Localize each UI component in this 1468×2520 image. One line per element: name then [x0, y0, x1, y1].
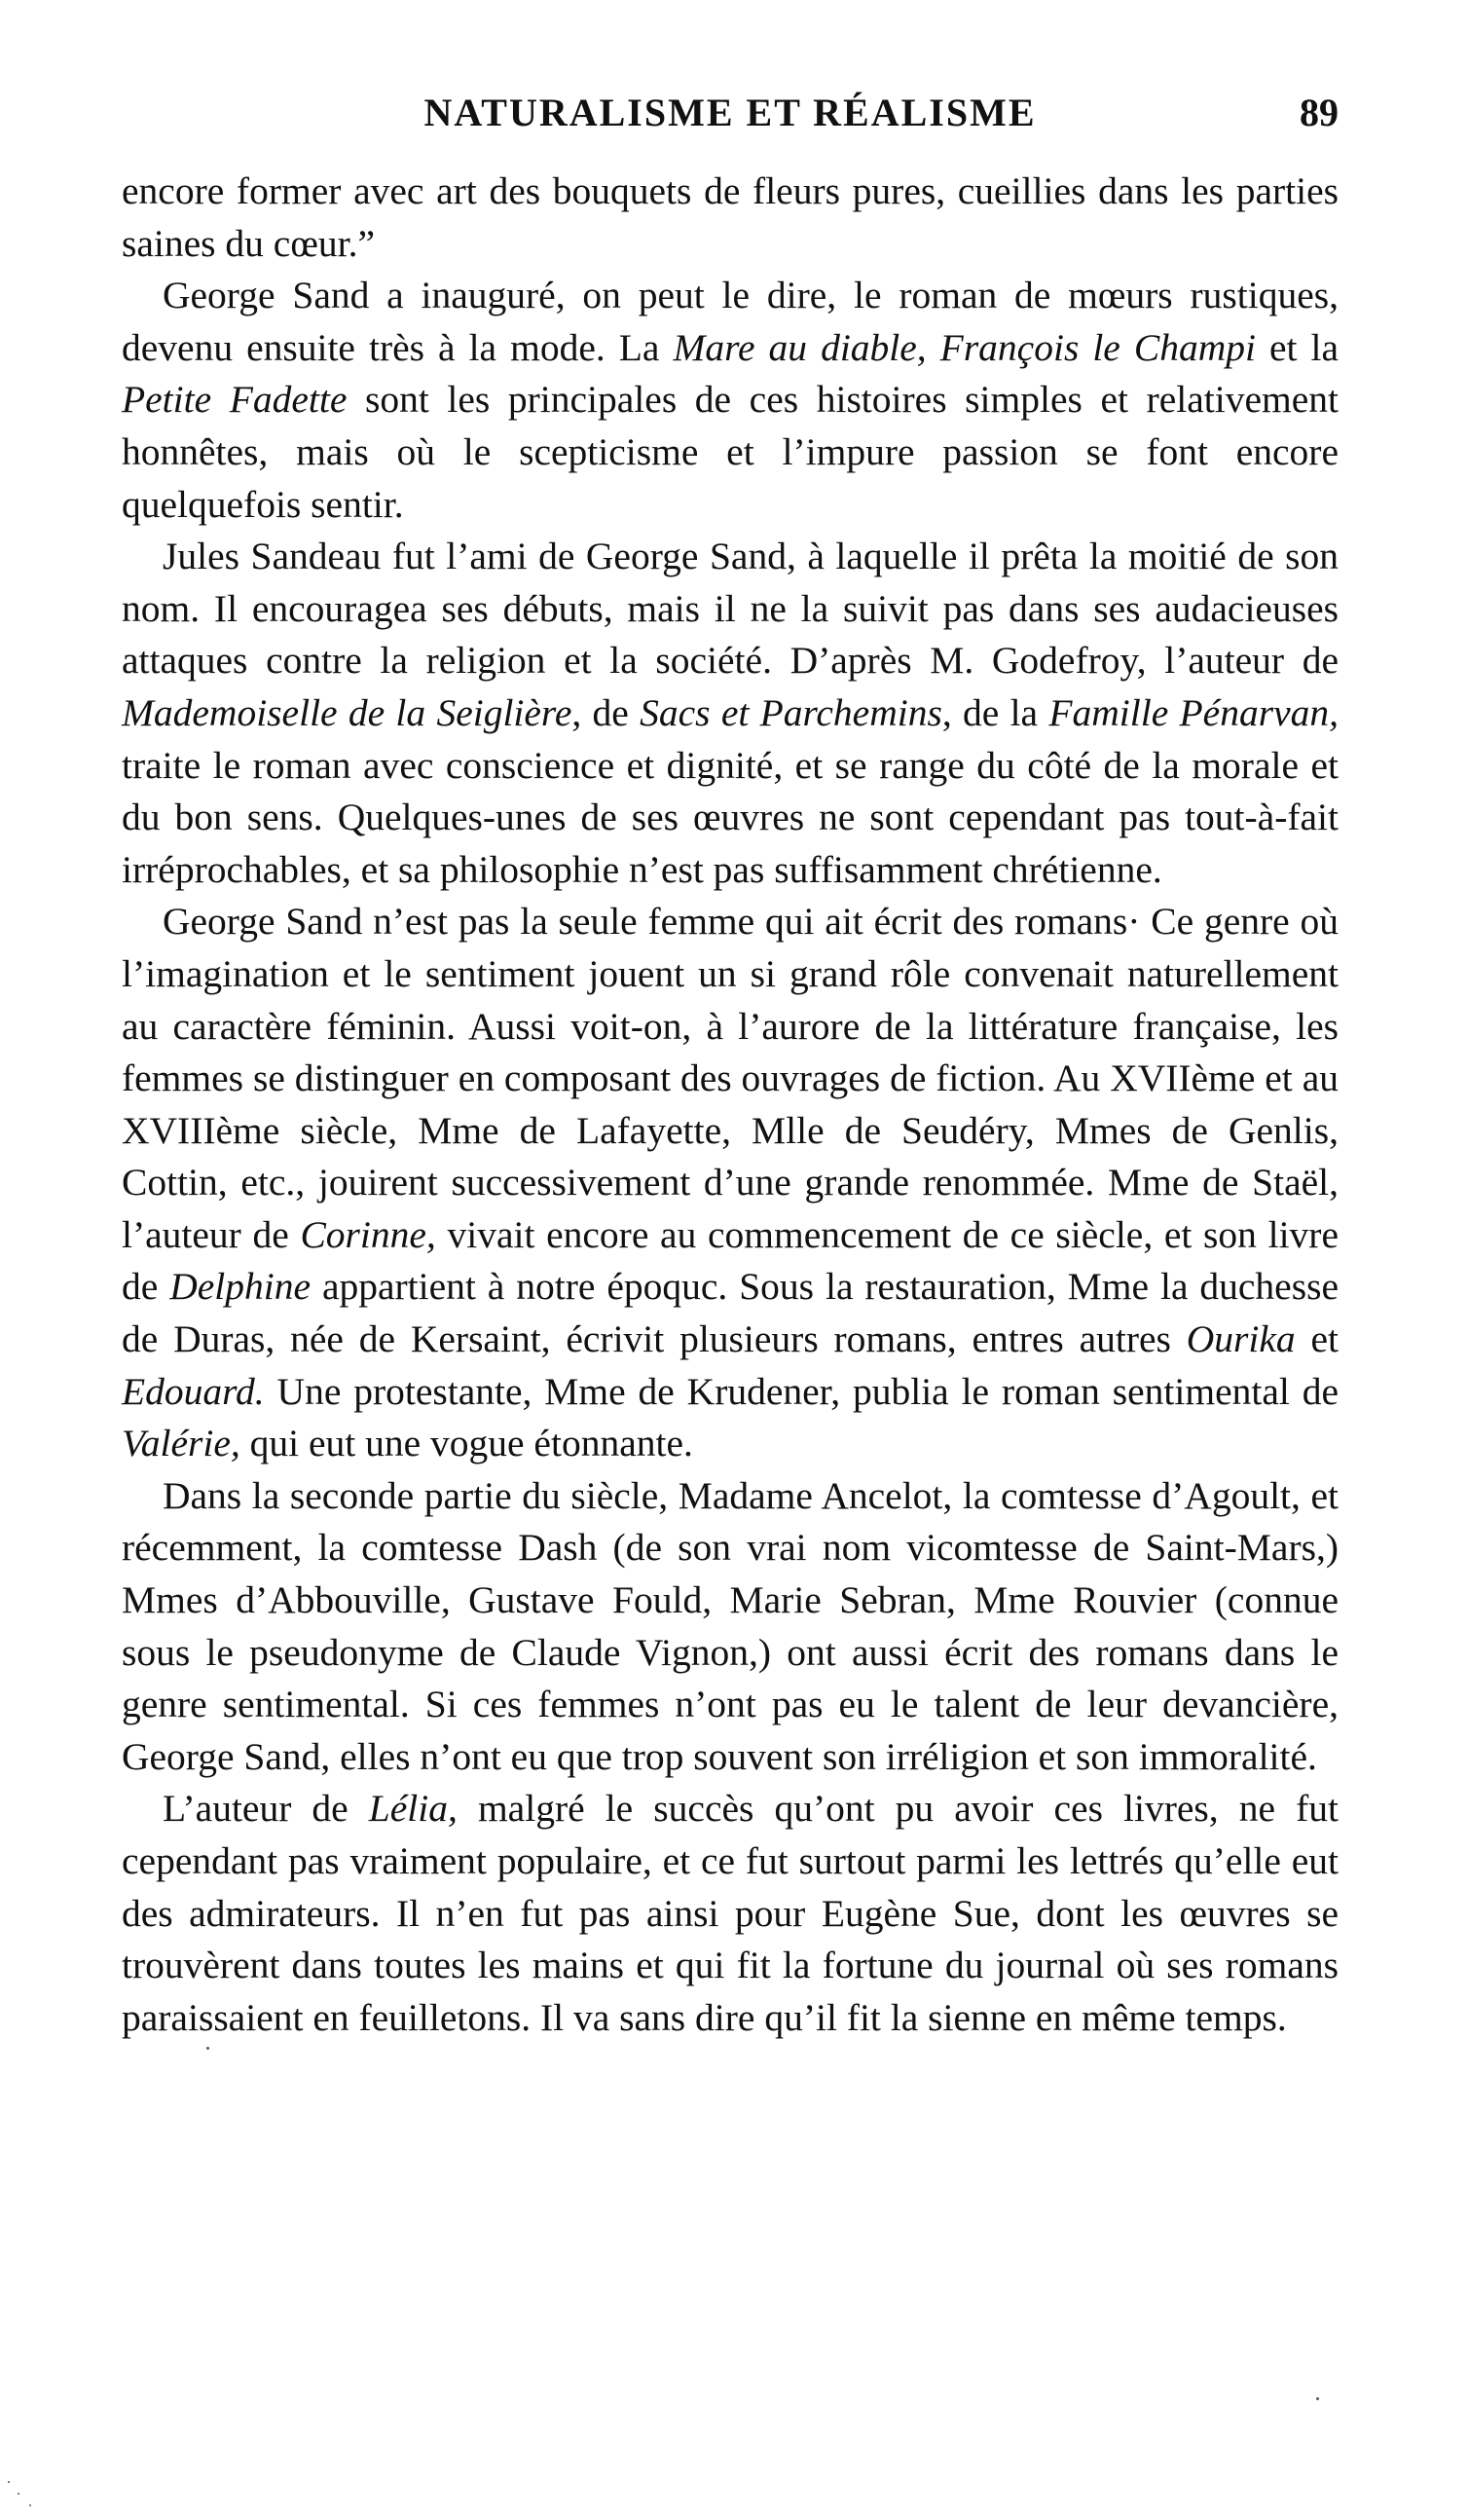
italic-title: Famille Pénarvan, [1048, 690, 1339, 734]
text-run: et la [1255, 325, 1339, 369]
italic-title: Sacs et Parchemins [640, 690, 942, 734]
scan-speck [8, 2481, 10, 2483]
italic-title: Lélia, [368, 1787, 458, 1831]
italic-title: Petite Fadette [122, 378, 348, 422]
italic-title: Mare au diable, François le Champi [673, 325, 1256, 369]
text-run: , de [571, 690, 641, 734]
text-run: appartient à notre époquc. Sous la restauration, Mme la duchesse de Duras, née de Kersaint, écrivit plusieurs romans, entres autres [122, 1265, 1339, 1361]
scan-speck [206, 2047, 209, 2050]
text-run: L’auteur de [163, 1787, 369, 1831]
body-text [122, 166, 1339, 2044]
text-run: qui eut une vogue étonnante. [239, 1422, 693, 1465]
italic-title: Corinne, [300, 1212, 436, 1256]
text-run: Une protestante, Mme de Krudener, publia le roman sentimental de [264, 1369, 1339, 1413]
paragraph [122, 1783, 1339, 2044]
paragraph [122, 531, 1339, 896]
paragraph [122, 166, 1339, 270]
text-run: malgré le succès qu’ont pu avoir ces livres, ne fut cependant pas vraiment populaire, et ce fut surtout parmi les lettrés qu’elle eut des admirateurs. Il n’en fut pas ainsi pour Eugène Sue, dont les œuvres se trouvèrent dans toutes les mains et qui fit la fortune du journal où ses romans paraissaient en feuilletons. Il va sans dire qu’il fit la sienne en même temps. [122, 1787, 1339, 2039]
italic-title: Edouard. [122, 1369, 265, 1413]
italic-title: Ourika [1186, 1317, 1296, 1361]
text-run: et [1295, 1317, 1339, 1361]
text-run: Dans la seconde partie du siècle, Madame Ancelot, la comtesse d’Agoult, et récemment, la comtesse Dash (de son vrai nom vicomtesse de Saint-Mars,) Mmes d’Abbouville, Gustave Fould, Marie Sebran, Mme Rouvier (connue sous le pseudonyme de Claude Vignon,) ont aussi écrit des romans dans le genre sentimental. Si ces femmes n’ont pas eu le talent de leur devancière, George Sand, elles n’ont eu que trop souvent son irréligion et son immoralité. [122, 1473, 1339, 1778]
scan-speck [18, 2493, 19, 2495]
page-number: 89 [1300, 91, 1339, 134]
running-header [122, 90, 1339, 148]
text-run: vivait encore au commencement de ce siècle, et son livre de [122, 1212, 1339, 1309]
paragraph [122, 1470, 1339, 1784]
text-run: George Sand n’est pas la seule femme qui ait écrit des romans· Ce genre où l’imagination et le sentiment jouent un si grand rôle convenait naturellement au caractère féminin. Aussi voit-on, à l’aurore de la littérature française, les femmes se distinguer en composant des ouvrages de fiction. Au XVIIème et au XVIIIème siècle, Mme de Lafayette, Mlle de Seudéry, Mmes de Genlis, Cottin, etc., jouirent successivement d’une grande renommée. Mme de Staël, l’auteur de [122, 900, 1339, 1256]
paragraph [122, 896, 1339, 1470]
text-run: traite le roman avec conscience et dignité, et se range du côté de la morale et du bon sens. Quelques-unes de ses œuvres ne sont cependant pas tout-à-fait irréprochables, et sa philosophie n’est pas suffisamment chrétienne. [122, 743, 1339, 891]
italic-title: Mademoiselle de la Seiglière [122, 690, 572, 734]
text-run: Jules Sandeau fut l’ami de George Sand, à laquelle il prêta la moitié de son nom. Il encouragea ses débuts, mais il ne la suivit pas dans ses audacieuses attaques contre la religion et la société. D’après M. Godefroy, l’auteur de [122, 535, 1339, 683]
text-run: sont les principales de ces histoires simples et relativement honnêtes, mais où le scepticisme et l’impure passion se font encore quelquefois sentir. [122, 378, 1339, 526]
scan-speck [29, 2504, 31, 2506]
running-title: NATURALISME ET RÉALISME [423, 91, 1037, 134]
paragraph [122, 270, 1339, 531]
text-run: George Sand a inauguré, on peut le dire, le roman de mœurs rustiques, devenu ensuite très à la mode. La [122, 274, 1339, 369]
scan-speck [1316, 2397, 1319, 2400]
text-run: , de la [941, 690, 1049, 734]
italic-title: Valérie, [122, 1422, 240, 1465]
text-run: encore former avec art des bouquets de fleurs pures, cueillies dans les parties saines du cœur.” [122, 169, 1339, 265]
italic-title: Delphine [169, 1265, 312, 1309]
